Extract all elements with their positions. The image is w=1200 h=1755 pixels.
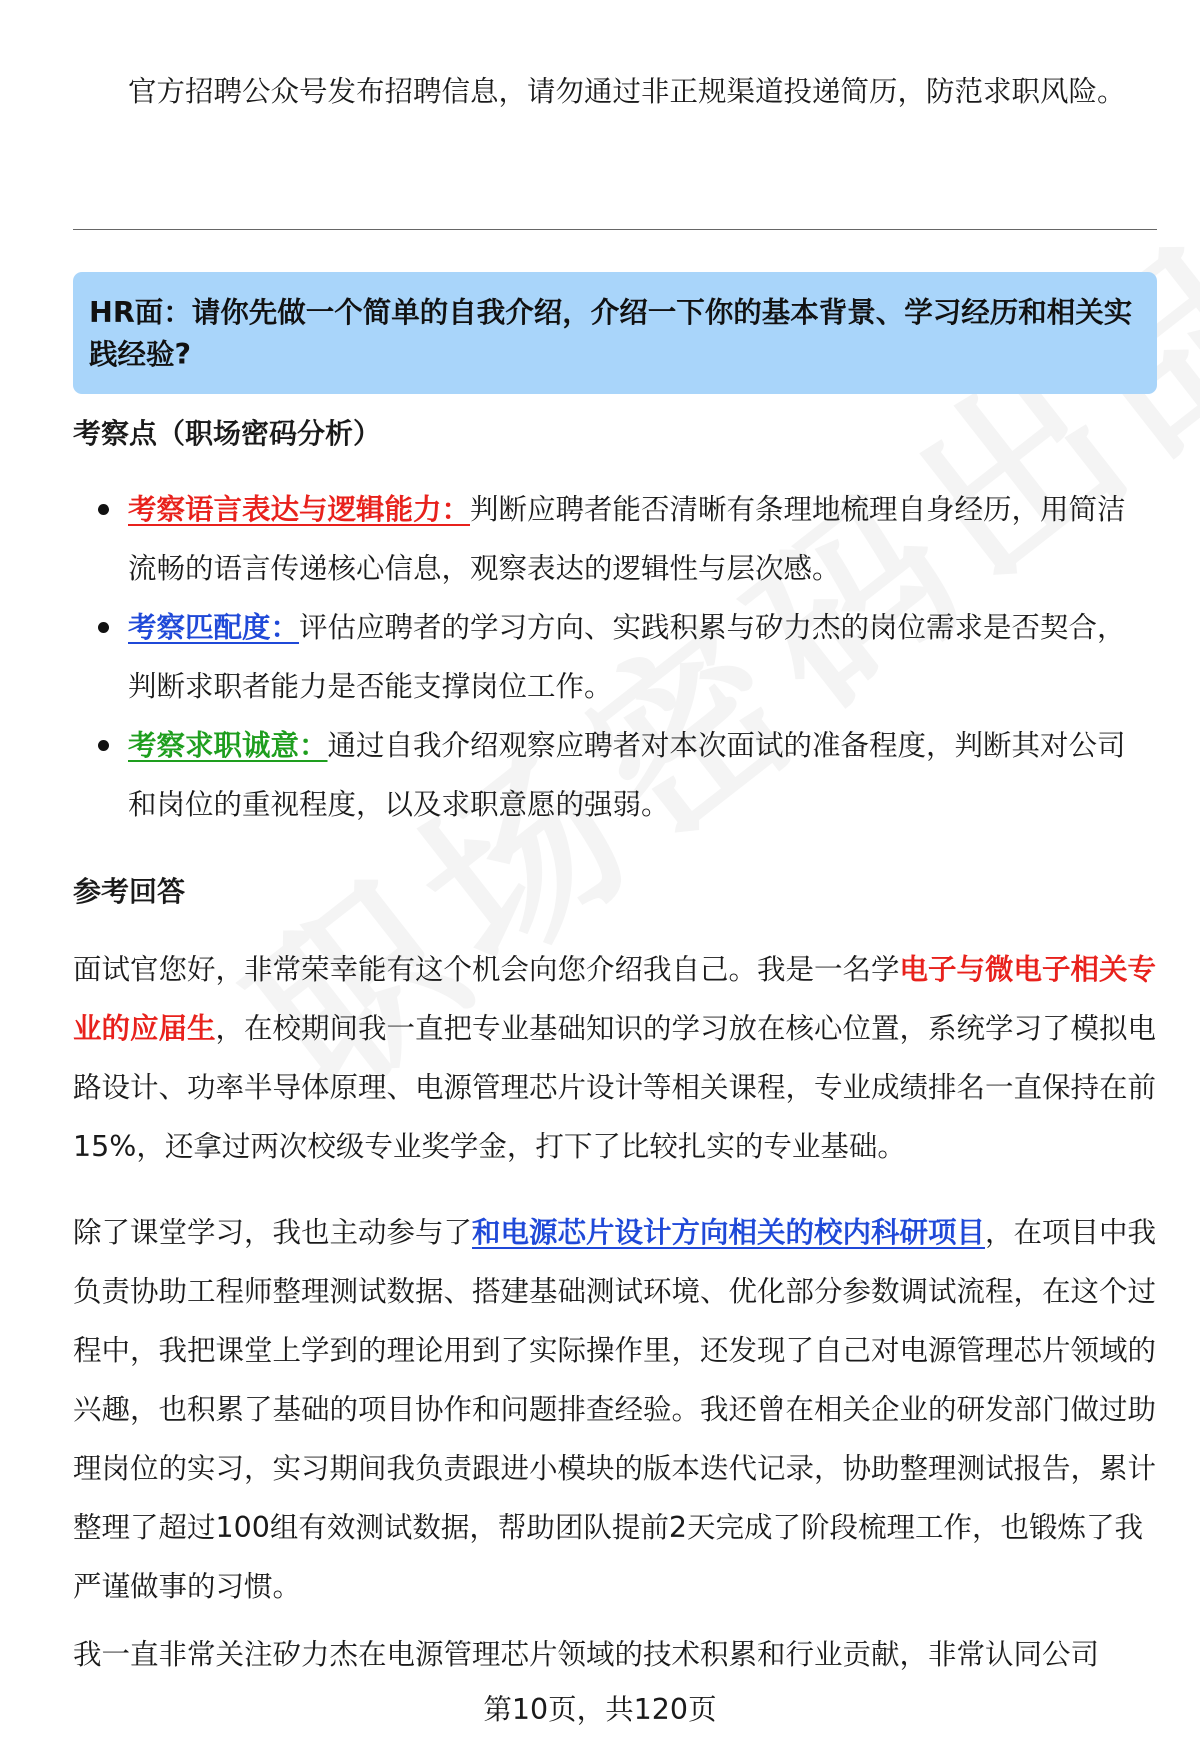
analysis-title: 考察点（职场密码分析）	[73, 417, 382, 450]
analysis-list	[128, 480, 1148, 834]
answer-p1-after: ，在校期间我一直把专业基础知识的学习放在核心位置，系统学习了模拟电路设计、功率半导体原理、电源管理芯片设计等相关课程，专业成绩排名一直保持在前15%，还拿过两次校级专业奖学金，打下了比较扎实的专业基础。	[73, 1012, 1157, 1163]
section-divider	[73, 229, 1157, 230]
bullet-text: 通过自我介绍观察应聘者对本次面试的准备程度，判断其对公司和岗位的重视程度，以及求职意愿的强弱。	[128, 729, 1126, 821]
answer-p2-before: 除了课堂学习，我也主动参与了	[73, 1216, 473, 1249]
bullet-text: 评估应聘者的学习方向、实践积累与矽力杰的岗位需求是否契合，判断求职者能力是否能支撑岗位工作。	[128, 611, 1126, 703]
answer-p2-highlight: 和电源芯片设计方向相关的校内科研项目	[472, 1216, 986, 1249]
question-box: HR面：请你先做一个简单的自我介绍，介绍一下你的基本背景、学习经历和相关实践经验?	[73, 272, 1157, 394]
bullet-dot	[98, 504, 109, 515]
list-item	[128, 598, 1148, 716]
answer-p1-before: 面试官您好，非常荣幸能有这个机会向您介绍我自己。我是一名学	[73, 953, 900, 986]
bullet-text: 判断应聘者能否清晰有条理地梳理自身经历，用简洁流畅的语言传递核心信息，观察表达的逻辑性与层次感。	[128, 493, 1126, 585]
list-item	[128, 716, 1148, 834]
bullet-keyword: 考察语言表达与逻辑能力：	[128, 493, 471, 526]
bullet-keyword: 考察求职诚意：	[128, 729, 328, 762]
list-item	[128, 480, 1148, 598]
bullet-keyword: 考察匹配度：	[128, 611, 300, 644]
answer-paragraph-3: 我一直非常关注矽力杰在电源管理芯片领域的技术积累和行业贡献，非常认同公司	[73, 1638, 1100, 1671]
answer-p1-highlight: 电子与微电子相关专业的应届生	[73, 953, 1157, 1045]
bullet-dot	[98, 740, 109, 751]
answer-paragraph-2	[73, 1203, 1157, 1616]
intro-continuation: 官方招聘公众号发布招聘信息，请勿通过非正规渠道投递简历，防范求职风险。	[128, 75, 1126, 108]
answer-title: 参考回答	[73, 875, 186, 908]
bullet-dot	[98, 622, 109, 633]
answer-p2-after: ，在项目中我负责协助工程师整理测试数据、搭建基础测试环境、优化部分参数调试流程，在这个过程中，我把课堂上学到的理论用到了实际操作里，还发现了自己对电源管理芯片领域的兴趣，也积累了基础的项目协作和问题排查经验。我还曾在相关企业的研发部门做过助理岗位的实习，实习期间我负责跟进小模块的版本迭代记录，协助整理测试报告，累计整理了超过100组有效测试数据，帮助团队提前2天完成了阶段梳理工作，也锻炼了我严谨做事的习惯。	[73, 1216, 1157, 1603]
answer-paragraph-1	[73, 940, 1157, 1176]
page-number: 第10页，共120页	[483, 1693, 717, 1726]
